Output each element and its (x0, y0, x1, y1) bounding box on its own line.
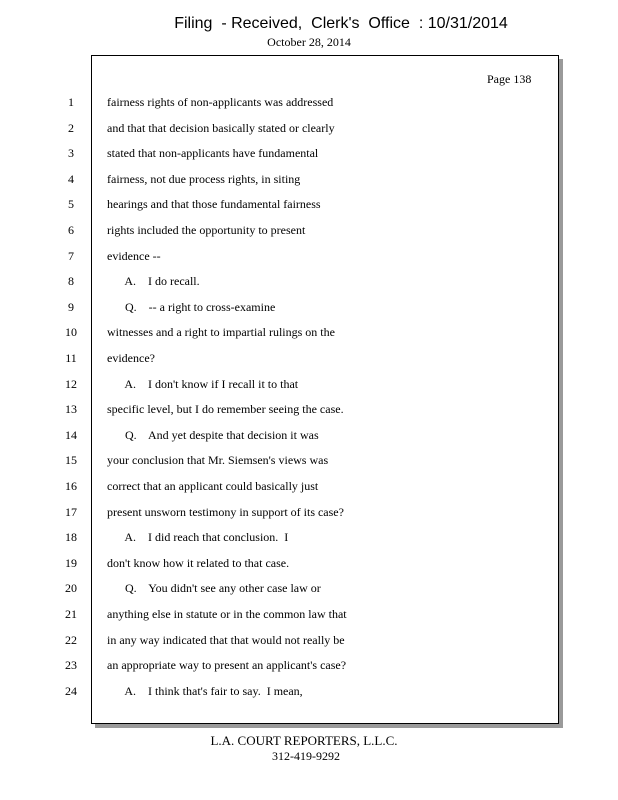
line-number: 12 (65, 377, 77, 391)
line-number: 6 (68, 223, 74, 237)
filing-stamp: Filing - Received, Clerk's Office : 10/31/2014 (174, 15, 508, 32)
transcript-line-text: fairness, not due process rights, in siting (107, 172, 301, 186)
transcript-line-text: Q. -- a right to cross-examine (107, 300, 276, 314)
line-number: 9 (68, 300, 74, 314)
line-number: 18 (65, 530, 77, 544)
footer-company: L.A. COURT REPORTERS, L.L.C. (210, 733, 398, 748)
transcript-line-text: witnesses and a right to impartial rulings on the (107, 325, 335, 339)
line-number: 10 (65, 325, 77, 339)
transcript-line-text: A. I think that's fair to say. I mean, (107, 684, 303, 698)
line-number: 7 (68, 249, 74, 263)
line-number: 24 (65, 684, 77, 698)
transcript-line-text: evidence -- (107, 249, 161, 263)
transcript-line-text: an appropriate way to present an applicant's case? (107, 658, 347, 672)
line-number: 2 (68, 121, 74, 135)
line-number: 19 (65, 556, 77, 570)
line-number: 5 (68, 197, 74, 211)
transcript-line-text: specific level, but I do remember seeing the case. (107, 402, 344, 416)
line-number: 3 (68, 146, 74, 160)
transcript-line-text: anything else in statute or in the common law that (107, 607, 347, 621)
transcript-line-text: Q. You didn't see any other case law or (107, 581, 321, 595)
transcript-line-text: evidence? (107, 351, 155, 365)
line-number: 20 (65, 581, 77, 595)
transcript-line-text: in any way indicated that that would not really be (107, 633, 345, 647)
page-number: Page 138 (487, 72, 532, 86)
line-number: 23 (65, 658, 77, 672)
transcript-line-text: your conclusion that Mr. Siemsen's views was (107, 453, 329, 467)
line-number: 22 (65, 633, 77, 647)
transcript-line-text: hearings and that those fundamental fairness (107, 197, 321, 211)
transcript-date: October 28, 2014 (267, 35, 351, 49)
line-number: 15 (65, 453, 77, 467)
transcript-line-text: A. I did reach that conclusion. I (107, 530, 289, 544)
transcript-line-text: stated that non-applicants have fundamental (107, 146, 319, 160)
line-number: 16 (65, 479, 77, 493)
line-number: 8 (68, 274, 74, 288)
transcript-line-text: correct that an applicant could basically just (107, 479, 319, 493)
line-number: 14 (65, 428, 77, 442)
line-number: 1 (68, 95, 74, 109)
transcript-line-text: and that that decision basically stated or clearly (107, 121, 335, 135)
line-number: 13 (65, 402, 77, 416)
transcript-line-text: fairness rights of non-applicants was addressed (107, 95, 334, 109)
line-number: 11 (65, 351, 77, 365)
transcript-line-text: present unsworn testimony in support of its case? (107, 505, 344, 519)
transcript-line-text: Q. And yet despite that decision it was (107, 428, 319, 442)
line-number: 17 (65, 505, 77, 519)
footer-phone: 312-419-9292 (272, 749, 340, 763)
line-number: 21 (65, 607, 77, 621)
transcript-line-text: A. I do recall. (107, 274, 200, 288)
transcript-line-text: rights included the opportunity to present (107, 223, 306, 237)
transcript-line-text: don't know how it related to that case. (107, 556, 290, 570)
transcript-line-text: A. I don't know if I recall it to that (107, 377, 299, 391)
line-number: 4 (68, 172, 74, 186)
